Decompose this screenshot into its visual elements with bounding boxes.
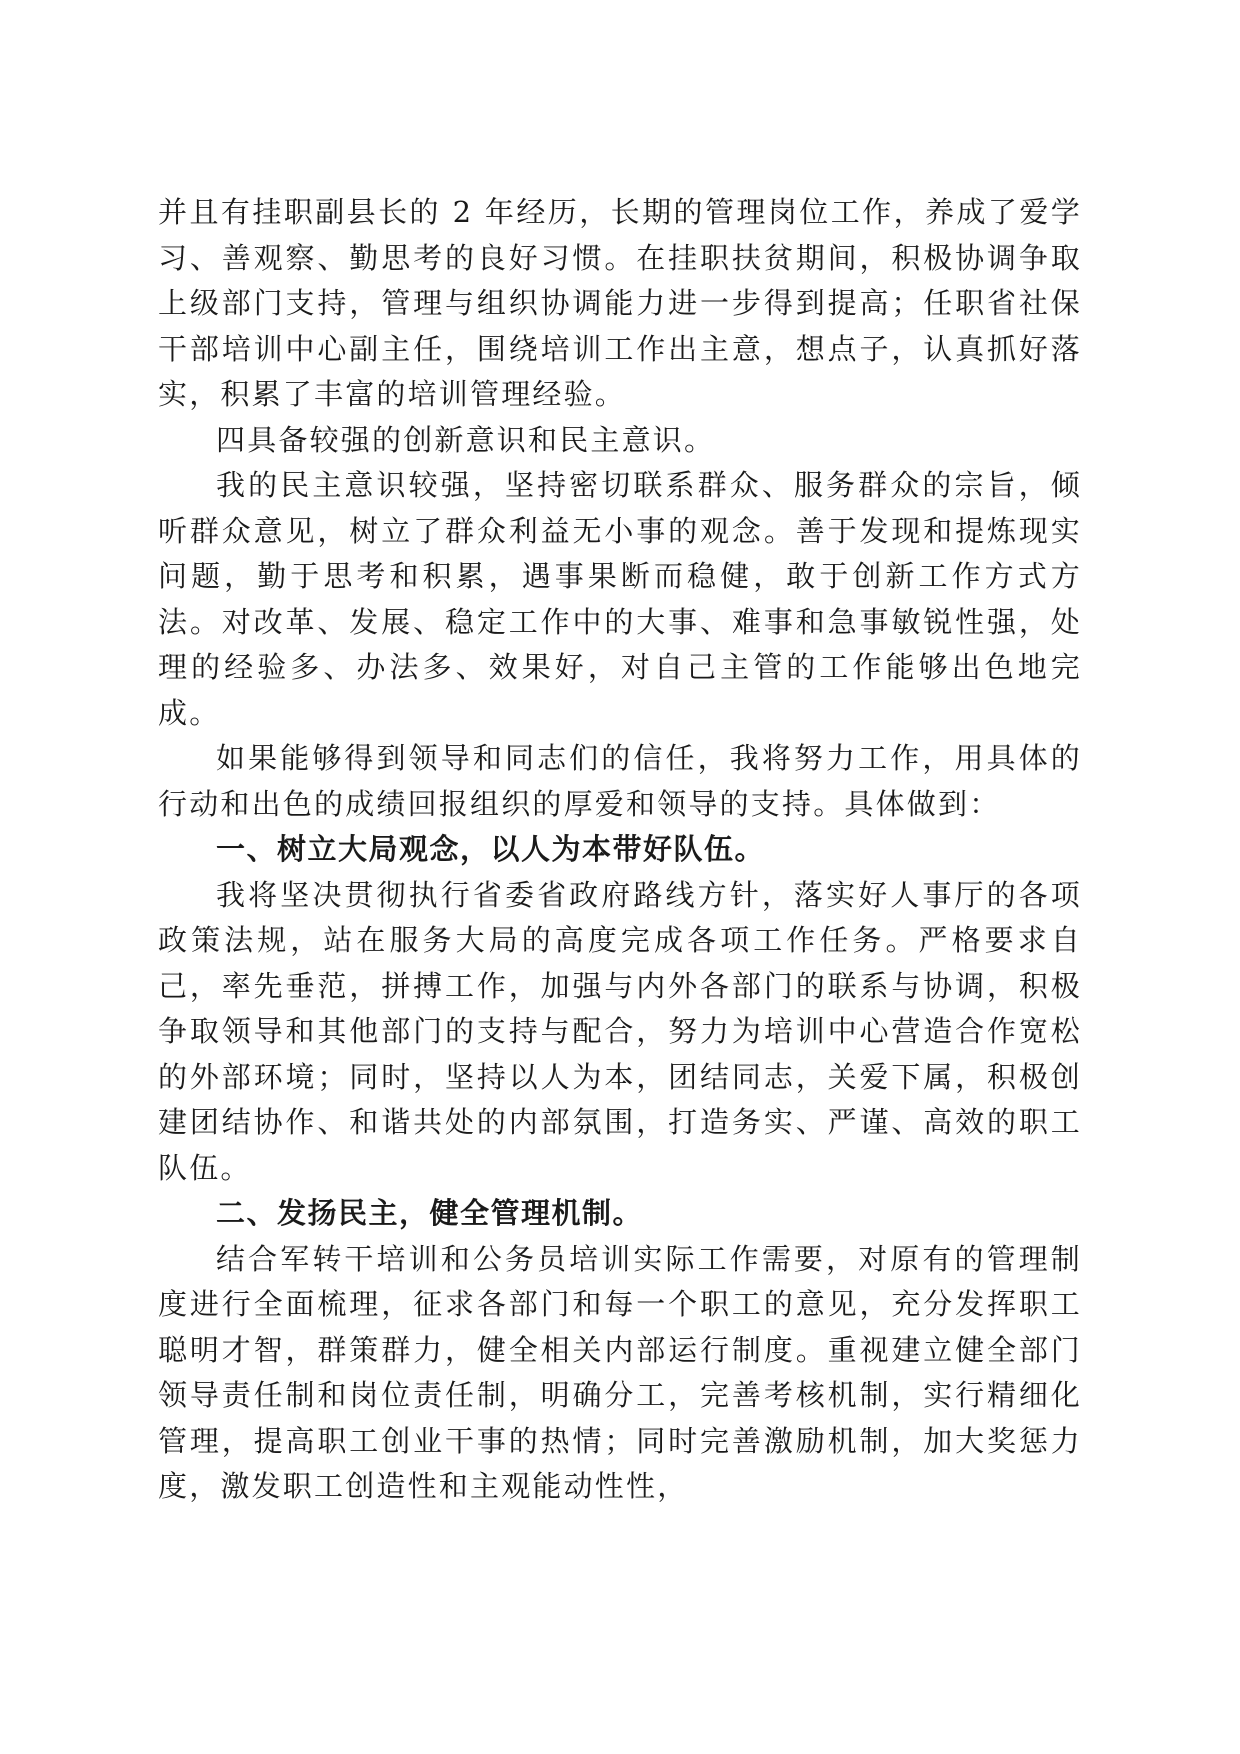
paragraph-commitment: 如果能够得到领导和同志们的信任，我将努力工作，用具体的行动和出色的成绩回报组织的厚爱和领导的支持。具体做到： bbox=[158, 741, 1082, 821]
document-page bbox=[158, 190, 1082, 1510]
section-heading-2: 二、发扬民主，健全管理机制。 bbox=[216, 1196, 644, 1230]
paragraph-democracy: 我的民主意识较强，坚持密切联系群众、服务群众的宗旨，倾听群众意见，树立了群众利益无小事的观念。善于发现和提炼现实问题，勤于思考和积累，遇事果断而稳健，敢于创新工作方式方法。对改革、发展、稳定工作中的大事、难事和急事敏锐性强，处理的经验多、办法多、效果好，对自己主管的工作能够出色地完成。 bbox=[158, 468, 1082, 730]
paragraph-management: 结合军转干培训和公务员培训实际工作需要，对原有的管理制度进行全面梳理，征求各部门和每一个职工的意见，充分发挥职工聪明才智，群策群力，健全相关内部运行制度。重视建立健全部门领导责任制和岗位责任制，明确分工，完善考核机制，实行精细化管理，提高职工创业干事的热情；同时完善激励机制，加大奖惩力度，激发职工创造性和主观能动性性， bbox=[158, 1241, 1082, 1503]
paragraph-experience: 并且有挂职副县长的 2 年经历，长期的管理岗位工作，养成了爱学习、善观察、勤思考的良好习惯。在挂职扶贫期间，积极协调争取上级部门支持，管理与组织协调能力进一步得到提高；任职省社保干部培训中心副主任，围绕培训工作出主意，想点子，认真抓好落实，积累了丰富的培训管理经验。 bbox=[158, 195, 1082, 411]
paragraph-innovation-title: 四具备较强的创新意识和民主意识。 bbox=[216, 422, 716, 457]
section-heading-1: 一、树立大局观念，以人为本带好队伍。 bbox=[216, 832, 766, 866]
paragraph-big-picture: 我将坚决贯彻执行省委省政府路线方针，落实好人事厅的各项政策法规，站在服务大局的高度完成各项工作任务。严格要求自己，率先垂范，拼搏工作，加强与内外各部门的联系与协调，积极争取领导和其他部门的支持与配合，努力为培训中心营造合作宽松的外部环境；同时，坚持以人为本，团结同志，关爱下属，积极创建团结协作、和谐共处的内部氛围，打造务实、严谨、高效的职工队伍。 bbox=[158, 877, 1082, 1185]
